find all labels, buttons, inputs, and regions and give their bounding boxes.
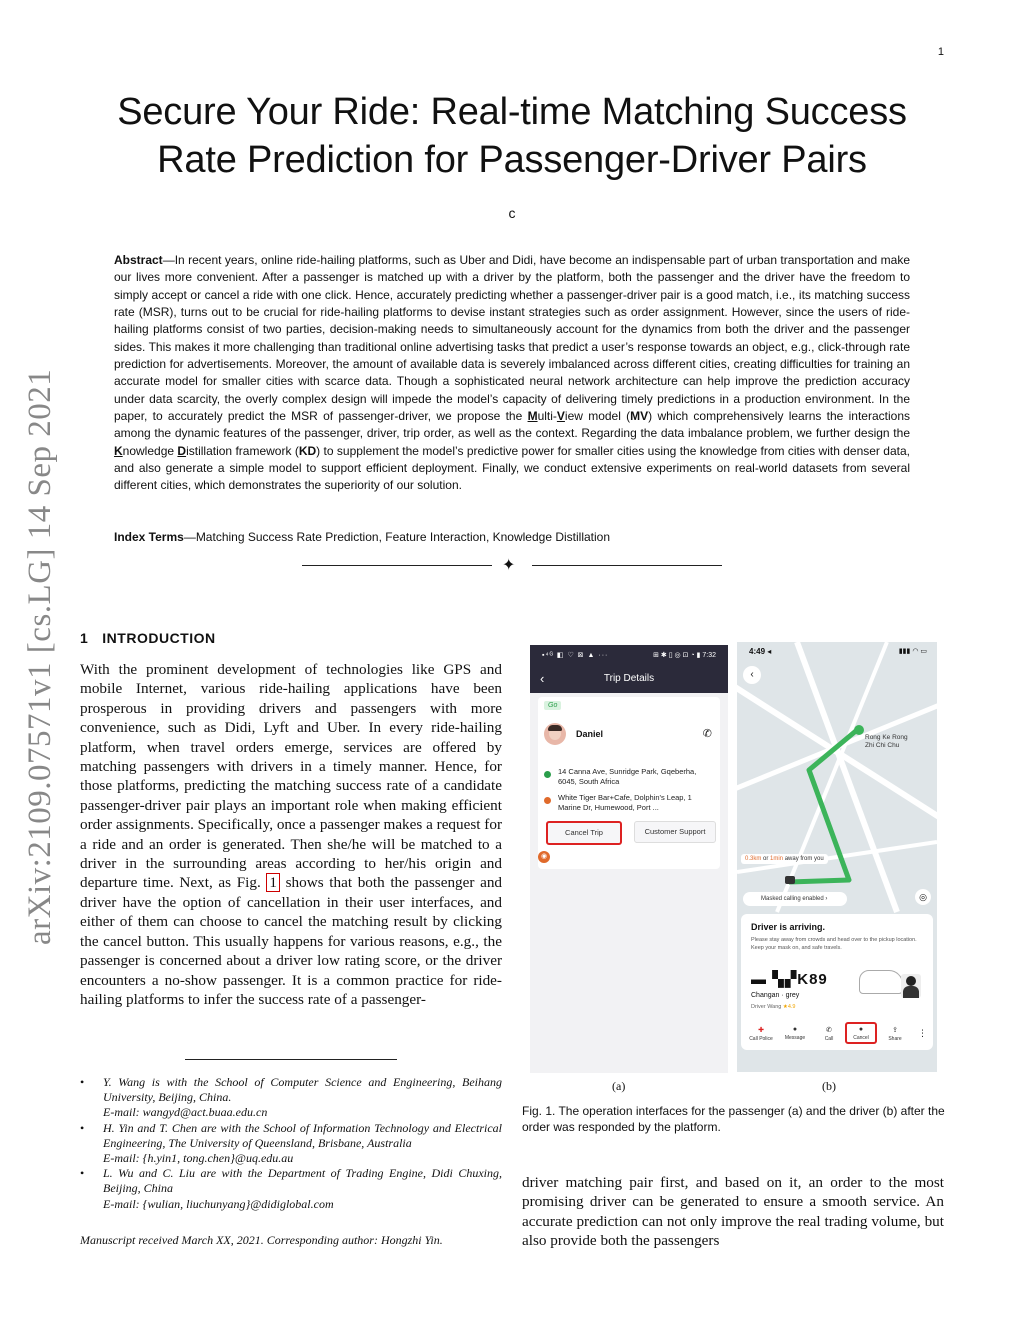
footnote-bullet: • [80, 1075, 85, 1089]
footnote-affiliation: H. Yin and T. Chen are with the School of Information Technology and Electrical Engineering, The University of Queensland, Brisbane, Australia [103, 1120, 502, 1150]
call-police-label: Call Police [749, 1036, 773, 1042]
abstract-part-2: ) which comprehensively learns the interactions among the dynamic features of the passenger, driver, trip order, as well as the context. Regarding the data imbalance problem, we further design the [114, 409, 910, 441]
intro-right-column: driver matching pair first, and based on it, an order to the most promising driver can be generated to ensure a smooth service. An accurate prediction can not only improve the real trading volume, but also provide both the passengers [522, 1174, 944, 1250]
call-button[interactable] [813, 1026, 845, 1042]
avatar-hair [548, 725, 562, 731]
locate-icon[interactable]: ◎ [915, 889, 931, 905]
passenger-name: Daniel [576, 729, 604, 739]
destination-pin-icon [854, 725, 864, 735]
separator-right-rule [532, 565, 722, 566]
car-image [859, 970, 903, 994]
figure-reference-link[interactable]: 1 [266, 873, 280, 892]
eta-distance: 0.3km [745, 856, 762, 862]
kd-abbreviation: KD [298, 443, 317, 458]
place-line-1: Rong Ke Rong [865, 734, 908, 741]
mv-rest-1: ulti- [537, 409, 557, 424]
footnote-email: E-mail: wangyd@act.buaa.edu.cn [103, 1105, 268, 1120]
driver-arriving-subtitle: Please stay away from crowds and head over to the pickup location. Keep your mask on, and safe travels. [751, 937, 917, 951]
figure-a-passenger-screen [530, 645, 728, 1073]
title-line-2: Rate Prediction for Passenger-Driver Pairs [157, 139, 867, 181]
signal-icon: ▮▮▮ ◠ ▭ [898, 648, 927, 655]
eta-or: or [761, 856, 771, 862]
index-terms [114, 530, 910, 544]
intro-left-column [80, 660, 502, 1009]
car-model: Changan · grey [751, 992, 800, 999]
footnote-affiliation: L. Wu and C. Liu are with the Department of Trading Engine, Didi Chuxing, Beijing, China [103, 1166, 502, 1196]
index-terms-text: —Matching Success Rate Prediction, Feature Interaction, Knowledge Distillation [183, 530, 611, 544]
car-marker-icon [785, 876, 795, 884]
footnote-bullet: • [80, 1120, 85, 1135]
kd-rest-2: istillation framework ( [186, 443, 299, 458]
status-icons: ▪⁴ᴳ ◧ ♡ ⊠ ▲ ··· [542, 652, 609, 659]
place-line-2: Zhi Chi Chu [865, 742, 900, 749]
footnote-rule [185, 1059, 397, 1060]
message-label: Message [784, 1035, 806, 1041]
footnote-bullet: • [80, 1166, 85, 1181]
arxiv-stamp: arXiv:2109.07571v1 [cs.LG] 14 Sep 2021 [22, 368, 58, 945]
eta-label [741, 854, 828, 864]
cancel-icon: ● [858, 1026, 864, 1033]
authors: c [508, 205, 516, 221]
call-police-button[interactable] [745, 1026, 777, 1042]
section-title: INTRODUCTION [102, 630, 216, 646]
share-button[interactable] [879, 1026, 911, 1042]
driver-rating: ★4.9 [782, 1004, 796, 1010]
section-number: 1 [80, 630, 89, 646]
chat-icon[interactable]: ◉ [538, 851, 550, 863]
section-heading [80, 630, 216, 646]
footnotes [80, 1075, 502, 1212]
pickup-address: 14 Canna Ave, Sunridge Park, Gqeberha, 6045, South Africa [558, 767, 697, 786]
trip-card [538, 697, 720, 869]
mv-initial-v: V [556, 409, 565, 424]
footnote-email: E-mail: {h.yin1, tong.chen}@uq.edu.au [103, 1151, 294, 1166]
intro-text-1: With the prominent development of technologies like GPS and mobile Internet, various ride-hailing applications have been prosperous in providing drivers and passengers with more convenience, such as Didi, Lyft and Uber. In every ride-hailing platform, when travel orders emerge, services are offered by matching passengers with drivers in a timely manner. Hence, for those platforms, predicting the matching success rate of a candidate passenger-driver pair plays an important role when making efficient order assignments. Specifically, once a passenger makes a request for a ride and an order is generated. Then she/he will be matched to a driver in the surrounding areas according to her/his origin and departure time. Next, as Fig. [80, 661, 503, 892]
index-terms-label: Index Terms [114, 530, 184, 544]
message-button[interactable] [779, 1026, 811, 1041]
eta-rest: away from you [783, 856, 824, 862]
footnote-item [80, 1121, 502, 1167]
footnote-item [80, 1166, 502, 1212]
abstract-label: Abstract [114, 253, 163, 267]
kd-rest-1: nowledge [122, 443, 178, 458]
more-icon[interactable]: ⋮ [918, 1028, 927, 1038]
dropoff-address: White Tiger Bar+Cafe, Dolphin's Leap, 1 Marine Dr, Humewood, Port ... [558, 793, 692, 812]
dropoff-dot-icon [544, 797, 551, 804]
eta-minutes: 1min [770, 856, 784, 862]
footnote-affiliation: Y. Wang is with the School of Computer Science and Engineering, Beihang University, Beijing, China. [103, 1075, 502, 1105]
status-time: ⊞ ✱ ▯ ◎ ⊡ ◔ ▮ 7:32 [653, 652, 716, 659]
intro-text-2: shows that both the passenger and driver have the option of cancellation in their user interfaces, and either of them can choose to cancel the matching result by clicking the cancel button. This usually happens for various reasons, e.g., the passenger is concerned about a driver low rating score, or the driver encounters a no-show passenger. It is a common practice for ride-hailing platforms to infer the success rate of a passenger- [80, 874, 503, 1008]
share-icon: ⇪ [892, 1027, 898, 1034]
trip-details-title: Trip Details [603, 673, 655, 684]
abstract-part-1: —In recent years, online ride-hailing platforms, such as Uber and Didi, have become an indispensable part of urban transportation and make our lives more convenient. After a passenger is matched up with a driver by the platform, both the passenger and the driver have the freedom to simply accept or cancel a ride with one click. Hence, accurately predicting whether a passenger-driver pair is a good match, i.e., its matching success rate (MSR), turns out to be crucial for ride-hailing platforms to devise instant strategies such as order assignment. However, since the users of ride-hailing platforms consist of two parties, decision-making needs to simultaneously account for the dynamics from both the driver and the passenger sides. This makes it more challenging than traditional online advertising tasks that predict a user’s response towards an object, e.g., click-through rate prediction for advertisements. Moreover, the amount of available data is severely imbalanced across different cities, creating difficulties for training an accurate model for smaller cities with scarce data. Though a sophisticated neural network architecture can help improve the prediction accuracy under data scarcity, the overly complex design will impede the model’s capacity of delivering timely predictions in a production environment. In the paper, to accurately predict the MSR of passenger-driver, we propose the [114, 253, 910, 424]
customer-support-button[interactable]: Customer Support [634, 821, 716, 843]
masked-calling-chip[interactable]: Masked calling enabled › [743, 892, 847, 906]
driver-photo [901, 974, 921, 998]
cancel-label: Cancel [853, 1035, 869, 1041]
title-line-1: Secure Your Ride: Real-time Matching Success [117, 91, 907, 133]
figure-caption: Fig. 1. The operation interfaces for the passenger (a) and the driver (b) after the order was responded by the platform. [522, 1104, 945, 1134]
license-plate: ▬ ▚▞K89 [751, 971, 828, 988]
abstract-part-3: ) to supplement the model’s predictive power for smaller cities using the knowledge from cities with denser data, and also generate a simple model to support efficient deployment. Finally, we conduct extensive experiments on real-world datasets from several different cities, which demonstrates the superiority of our solution. [114, 443, 910, 493]
share-label: Share [888, 1036, 902, 1042]
back-arrow-icon[interactable]: ‹ [540, 671, 545, 686]
driver-photo-body [903, 986, 919, 998]
call-label: Call [824, 1036, 834, 1042]
footnote-item [80, 1075, 502, 1121]
mv-abbreviation: MV [630, 409, 649, 424]
back-arrow-icon[interactable]: ‹ [743, 666, 761, 684]
separator-star-icon: ✦ [502, 557, 516, 574]
driver-name-text: Driver Wang [751, 1004, 783, 1010]
driver-photo-head [906, 976, 916, 986]
paper-title [60, 88, 964, 184]
figure-label-b: (b) [822, 1079, 836, 1093]
message-icon: ● [792, 1026, 798, 1033]
status-bar [530, 645, 728, 665]
go-badge: Go [544, 701, 561, 710]
figure-b-driver-screen [737, 642, 937, 1072]
mv-rest-2: iew model ( [564, 409, 631, 424]
status-time: 4:49 ◂ [749, 647, 772, 656]
figure-label-a: (a) [612, 1079, 626, 1093]
manuscript-note: Manuscript received March XX, 2021. Corresponding author: Hongzhi Yin. [80, 1233, 443, 1247]
kd-initial-k: K [114, 443, 123, 458]
trip-details-header [530, 665, 728, 693]
mv-initial-m: M [527, 409, 538, 424]
separator-left-rule [302, 565, 492, 566]
page-number: 1 [937, 46, 944, 58]
action-bar [741, 1022, 933, 1048]
phone-icon[interactable]: ✆ [702, 728, 712, 740]
abstract [114, 252, 910, 495]
kd-initial-d: D [177, 443, 187, 458]
footnote-email: E-mail: {wulian, liuchunyang}@didiglobal.com [103, 1196, 334, 1211]
pickup-dot-icon [544, 771, 551, 778]
driver-name [751, 1004, 795, 1010]
driver-arriving-title: Driver is arriving. [751, 922, 826, 932]
police-icon: ✚ [758, 1027, 764, 1034]
passenger-avatar [544, 723, 566, 745]
map-place-label [865, 734, 908, 750]
cancel-trip-button[interactable]: Cancel Trip [546, 821, 622, 845]
cancel-button[interactable] [845, 1022, 877, 1044]
call-icon: ✆ [826, 1027, 832, 1034]
driver-info-sheet [741, 914, 933, 1050]
